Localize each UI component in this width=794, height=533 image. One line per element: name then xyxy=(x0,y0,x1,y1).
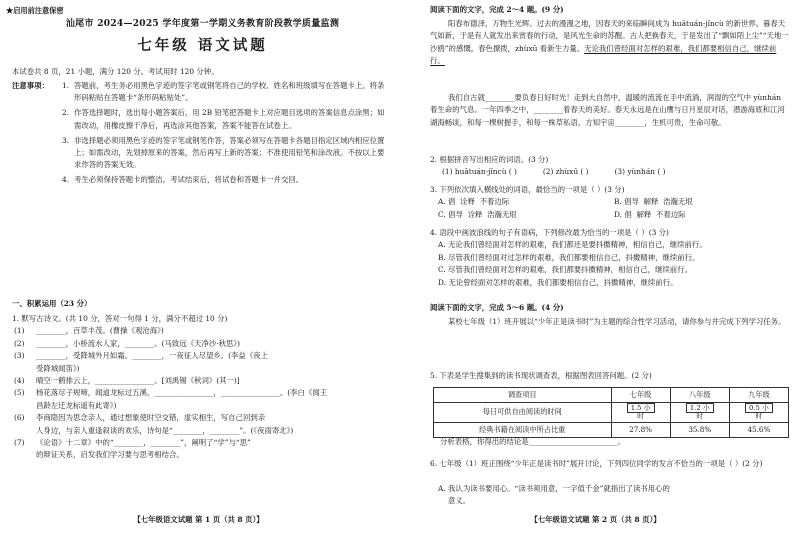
notice-item: 1. 答题前，考生务必用黑色字迹的签字笔或钢笔将自己的学校、姓名和班级填写在答题卡上。将条形码粘贴在答题卡“条形码粘贴处”。 xyxy=(62,81,385,103)
table-cell: 每日可供自由阅读的时间 xyxy=(434,402,612,423)
q2-option: (2) zhùxū ( ) xyxy=(542,167,589,177)
sub-item: 的辩证关系，启发我们学习要与思考相结合。 xyxy=(36,450,184,460)
sub-item: 昌龄左迁龙标遥有此寄》) xyxy=(36,400,117,410)
q5-answer-line: 分析表格，你得出的结论是________________________。 xyxy=(440,437,625,446)
table-cell: 1.2 小时 xyxy=(670,402,729,423)
q4-option: D. 无论曾经面对怎样的艰难，我们都要相信自己，抖擞精神，继续前行。 xyxy=(438,277,678,287)
table-row xyxy=(434,402,789,423)
reading-passage-2: 我们自古就________要负春日好时光！走到大自然中，温暖的流流在手中流淌，润湿的空气中 yùnhán 着生命的气息。一年四季之中，________着春天的美好。春天永远是在山鹰与日月星辰对话，潜游海底和江河湖海畅谈，和每一棵树握手，和每一株草私语，方知宇宙________，生机可贵，生命可敬。 xyxy=(430,93,785,127)
question-1 xyxy=(12,313,392,462)
reading-passage: 阳春布德泽，万物生光辉。过去的漫漫之地，因春天的来临瞬间成为 huātuán-jǐncù 的新世界。暮春天气如新，于是有人就发出来赏春的行动，是风光生命的苏醒。古人把换春天，于是发出了“飘如陌上尘”“天地一沙鸥”的感慨。春色撩拨，zhùxū 看新生力量。无论我们曾经面对怎样的艰难，我们都要相信自己，继续前行。 xyxy=(430,19,789,66)
q6-option-a: A. 我认为读书要用心。“读书须用意，一字值千金”就指出了读书用心的 意义。 xyxy=(438,484,670,506)
page-footer: 【七年级语文试题 第 2 页（共 8 页）】 xyxy=(530,515,661,524)
table-header-cell: 九年级 xyxy=(729,388,788,403)
table-cell: 0.5 小时 xyxy=(729,402,788,423)
q2-option: (1) huātuán-jǐncù ( ) xyxy=(442,167,517,177)
table-cell: 经典书籍在阅读中所占比重 xyxy=(434,423,612,438)
exam-intro: 本试卷共 8 页，21 小题，满分 120 分。考试用时 120 分钟。 xyxy=(12,67,219,76)
question-stem: 1. 默写古诗文。(共 10 分，答对一句得 1 分，满分不超过 10 分) xyxy=(12,314,228,323)
reading-heading: 阅读下面的文字，完成 2～4 题。(9 分) xyxy=(430,5,564,14)
wavy-underline-sentence: 无论我们曾经面对怎样的艰难，我们都要相信自己，继续前行。 xyxy=(430,43,777,66)
question-5: 5. 下表是学生搜集到的读书现状调查表，根据图表回答问题。(2 分) xyxy=(430,371,652,380)
q4-option: B. 尽管我们曾经面对过怎样的艰难，我们都要相信自己，抖擞精神，继续前行。 xyxy=(438,252,700,262)
sub-item: (6) 李商隐因为思念亲人，通过想象使时空交错，虚实相生，写自己回到亲 xyxy=(14,413,266,423)
q4-option: C. 尽管我们曾经面对怎样的艰难，我们都要抖擞精神，相信自己，继续前行。 xyxy=(438,265,692,275)
sub-item: (2) ________，小桥流水人家，________。(马致远《天净沙·秋思》) xyxy=(14,338,240,348)
table-cell: 45.6% xyxy=(729,423,788,438)
notice-item: 2. 作答选择题时，选出每小题答案后，用 2B 铅笔把答题卡上对应题目选项的答案信息点涂黑；如需改动，用橡皮擦干净后，再选涂其他答案，答案不能答在试卷上。 xyxy=(62,108,385,130)
table-header-cell: 八年级 xyxy=(670,388,729,403)
question-6: 6. 七年级（1）班正围绕“少年正是读书时”展开讨论，下列四位同学的发言不恰当的一项是（ ）(2 分) xyxy=(430,459,763,468)
table-cell: 1.5 小时 xyxy=(611,402,670,423)
table-header-cell: 调查项目 xyxy=(434,388,612,403)
survey-table xyxy=(433,387,789,438)
page-right xyxy=(397,0,794,533)
page-footer: 【七年级语文试题 第 1 页（共 8 页）】 xyxy=(133,515,264,524)
activity-intro: 某校七年级（1）班开展以“少年正是读书时”为主题的综合性学习活动，请你参与并完成下列学习任务。 xyxy=(448,317,786,326)
sub-item: (4) 晴空一鹤排云上，________________。[刘禹锡《秋词》(其一)] xyxy=(14,376,240,386)
q3-option: B. 倡导 解释 浩瀚无垠 xyxy=(614,197,693,207)
q3-option: A. 倡 诠释 不着边际 xyxy=(438,197,510,207)
q3-option: D. 倡 解释 不着边际 xyxy=(614,209,686,219)
sub-item: (1) ________，百草丰茂。(曹操《观沧海》) xyxy=(14,326,164,336)
exam-title: 七年级 语文试题 xyxy=(137,38,268,54)
sub-item: (3) ________，受降城外月如霜。________，一夜征人尽望乡。(李益《夜上 xyxy=(14,351,268,361)
q2-option: (3) yùnhán ( ) xyxy=(614,167,666,177)
table-cell: 27.8% xyxy=(611,423,670,438)
table-cell: 35.8% xyxy=(670,423,729,438)
sub-item: 受降城闻笛》) xyxy=(36,363,80,373)
question-2: 2. 根据拼音写出相应的词语。(3 分) (1) huātuán-jǐncù ( ) (2) zhùxū ( ) (3) yùnhán ( ) xyxy=(430,154,790,179)
exam-header: 汕尾市 2024—2025 学年度第一学期义务教育阶段教学质量监测 xyxy=(65,19,340,29)
table-header-row xyxy=(434,388,789,403)
notice-item: 3. 非选择题必须用黑色字迹的签字笔或钢笔作答，答案必须写在答题卡各题目指定区域内相应位置上；如需改动，先划掉原来的答案，然后再写上新的答案；不准使用铅笔和涂改液。不按以上要求作答的答案无效。 xyxy=(62,135,385,170)
sub-item: 人身边，与亲人重逢叙谈的欢乐，诗句是“________，________”。(《夜雨寄北》) xyxy=(36,425,294,435)
question-3: 3. 下列依次填入横线处的词语，最恰当的一项是（ ）(3 分) A. 倡 诠释 不着边际 B. 倡导 解释 浩瀚无垠 C. 倡导 诠释 浩瀚无垠 D. 倡 解释 不着边际 xyxy=(430,184,790,221)
confidential-label: ★启用前注意保密 xyxy=(6,6,64,15)
section-heading: 一、积累运用（23 分） xyxy=(12,299,92,308)
q3-option: C. 倡导 诠释 浩瀚无垠 xyxy=(438,209,517,219)
sub-item: (5) 杨花落尽子规啼，闻道龙标过五溪。________________，________________。(李白《闻王 xyxy=(14,388,328,398)
question-4: 4. 语段中画波浪线的句子有语病，下列修改最为恰当的一项是（ ）(3 分) A. 无论我们曾经面对怎样的艰难，我们都还是要抖擞精神，相信自己，继续前行。 B. 尽管我们曾经面对过怎样的艰难，我们都要相信自己，抖擞精神，继续前行。 C. 尽管我们曾经面对怎样的艰难，我们都要抖擞精神，相信自己，继续前行。 D. 无论曾经面对怎样的艰难，我们都要相信自己，抖擞精神，继续前行。 xyxy=(430,227,790,289)
notice-label: 注意事项： xyxy=(12,81,49,90)
sub-item: (7) 《论语》十二章》中的“________，________”，阐明了“学”与“思” xyxy=(14,438,251,448)
notice-item: 4. 考生必须保持答题卡的整洁。考试结束后，将试卷和答题卡一并交回。 xyxy=(62,175,304,185)
q4-option: A. 无论我们曾经面对怎样的艰难，我们都还是要抖擞精神，相信自己，继续前行。 xyxy=(438,240,707,250)
table-header-cell: 七年级 xyxy=(611,388,670,403)
reading-heading-2: 阅读下面的文字，完成 5～6 题。(4 分) xyxy=(430,303,564,312)
